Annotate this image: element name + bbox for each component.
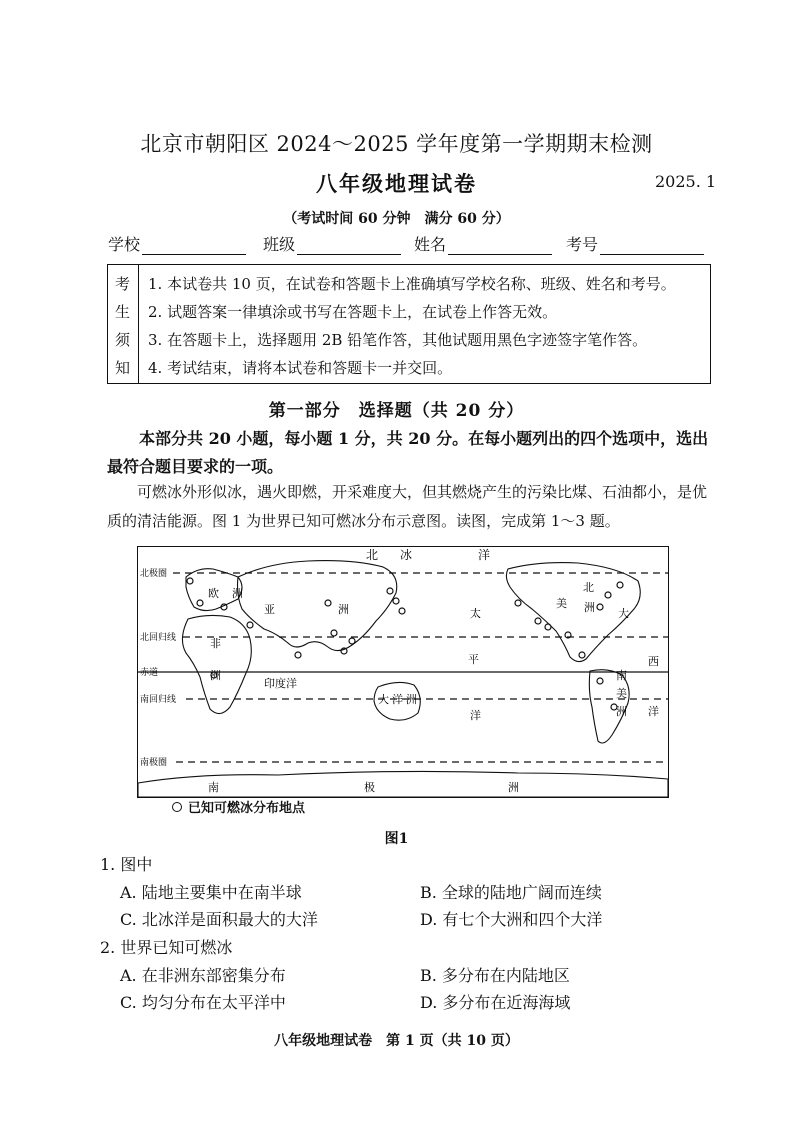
- question-1-stem: 1. 图中: [100, 855, 153, 874]
- lat-label: 北回归线: [140, 633, 177, 643]
- map-label: 北: [366, 548, 379, 562]
- exam-notice-box: [107, 264, 711, 384]
- map-label: 美: [556, 597, 567, 610]
- map-label: 欧: [208, 587, 219, 600]
- question-2-option-d[interactable]: D. 多分布在近海海域: [420, 993, 571, 1012]
- map-label: 洋: [648, 705, 659, 718]
- map-label: 西: [648, 655, 659, 668]
- exam-number-blank[interactable]: [600, 236, 704, 255]
- page-footer: 八年级地理试卷 第 1 页（共 10 页）: [274, 1033, 519, 1049]
- world-map-svg: [138, 547, 668, 797]
- question-1-option-a[interactable]: A. 陆地主要集中在南半球: [120, 883, 302, 902]
- class-blank[interactable]: [297, 236, 401, 255]
- hydrate-site-marker: [597, 678, 603, 684]
- map-label: 极: [364, 781, 375, 794]
- legend-text: 已知可燃冰分布地点: [188, 801, 306, 816]
- question-2-option-c[interactable]: C. 均匀分布在太平洋中: [120, 993, 286, 1012]
- map-label: 大: [378, 693, 389, 706]
- class-field[interactable]: [263, 232, 401, 255]
- map-label: 洲: [406, 693, 417, 706]
- world-map-figure: [137, 546, 669, 798]
- lat-label: 南极圈: [140, 758, 168, 768]
- section-title: 第一部分 选择题（共 20 分）: [268, 401, 525, 421]
- exam-time-info: （考试时间 60 分钟 满分 60 分）: [283, 211, 510, 227]
- lat-label: 北极圈: [140, 569, 168, 579]
- notice-side-column: [108, 265, 139, 383]
- school-label: 学校: [108, 235, 141, 254]
- hydrate-site-marker: [247, 622, 253, 628]
- hydrate-site-marker: [325, 600, 331, 606]
- notice-side-char: 知: [115, 359, 131, 377]
- hydrate-site-marker: [331, 630, 337, 636]
- map-label: 洲: [508, 781, 519, 794]
- map-label: 大: [618, 607, 629, 620]
- hydrate-site-marker: [545, 624, 551, 630]
- map-label: 洲: [584, 601, 595, 614]
- hydrate-site-marker: [535, 618, 541, 624]
- question-1-option-b[interactable]: B. 全球的陆地广阔而连续: [420, 883, 602, 902]
- notice-side-char: 考: [115, 275, 131, 293]
- notice-rule: 3. 在答题卡上，选择题用 2B 铅笔作答，其他试题用黑色字迹签字笔作答。: [148, 331, 648, 349]
- hydrate-site-marker: [605, 592, 611, 598]
- section-intro: 本部分共 20 小题，每小题 1 分，共 20 分。在每小题列出的四个选项中，选出最符合题目要求的一项。: [107, 429, 709, 476]
- name-label: 姓名: [414, 235, 447, 254]
- map-label: 洲: [232, 587, 243, 600]
- exam-date: 2025. 1: [655, 172, 717, 191]
- map-label: 非: [210, 637, 221, 650]
- hydrate-site-marker: [197, 600, 203, 606]
- map-label: 北: [583, 581, 594, 594]
- map-label: 印度洋: [264, 677, 297, 690]
- notice-rule: 2. 试题答案一律填涂或书写在答题卡上，在试卷上作答无效。: [148, 303, 558, 321]
- notice-rule: 4. 考试结束，请将本试卷和答题卡一并交回。: [148, 359, 453, 377]
- hydrate-site-marker: [187, 578, 193, 584]
- map-label: 洋: [470, 709, 481, 722]
- notice-rule: 1. 本试卷共 10 页，在试卷和答题卡上准确填写学校名称、班级、姓名和考号。: [148, 275, 676, 293]
- question-2-option-a[interactable]: A. 在非洲东部密集分布: [120, 966, 286, 985]
- notice-side-char: 须: [115, 331, 131, 349]
- map-label: 冰: [400, 548, 413, 562]
- map-label: 洲: [616, 705, 627, 718]
- question-1-option-d[interactable]: D. 有七个大洲和四个大洋: [420, 910, 603, 929]
- lat-label: 赤道: [140, 668, 159, 678]
- lat-label: 南回归线: [140, 695, 177, 705]
- hydrate-site-marker: [295, 652, 301, 658]
- map-label: 平: [468, 653, 479, 666]
- question-1-option-c[interactable]: C. 北冰洋是面积最大的大洋: [120, 910, 318, 929]
- map-label: 洲: [210, 669, 221, 682]
- map-label: 亚: [264, 603, 275, 616]
- hydrate-site-marker: [617, 582, 623, 588]
- school-field[interactable]: [108, 232, 246, 255]
- class-label: 班级: [263, 235, 296, 254]
- hydrate-site-marker: [597, 604, 603, 610]
- hydrate-site-marker: [349, 638, 355, 644]
- map-label: 洋: [478, 548, 491, 562]
- hydrate-site-marker: [579, 652, 585, 658]
- map-label: 美: [616, 687, 627, 700]
- notice-side-char: 生: [115, 303, 131, 321]
- exam-subtitle: 八年级地理试卷: [316, 171, 477, 196]
- map-label: 南: [616, 669, 627, 682]
- exam-number-label: 考号: [566, 235, 599, 254]
- name-blank[interactable]: [448, 236, 552, 255]
- map-label: 洲: [338, 603, 349, 616]
- figure-label: 图1: [384, 831, 409, 847]
- school-blank[interactable]: [142, 236, 246, 255]
- student-info-line: [108, 232, 708, 256]
- question-2-stem: 2. 世界已知可燃冰: [100, 938, 233, 957]
- exam-number-field[interactable]: [566, 232, 704, 255]
- map-label: 太: [470, 607, 481, 620]
- map-legend: [172, 797, 305, 816]
- map-label: 洋: [392, 693, 403, 706]
- hydrate-site-marker: [399, 608, 405, 614]
- name-field[interactable]: [414, 232, 552, 255]
- map-label: 南: [208, 781, 219, 794]
- hydrate-site-marker: [393, 598, 399, 604]
- hydrate-site-marker-icon: [172, 802, 182, 812]
- reading-passage: 可燃冰外形似冰，遇火即燃，开采难度大，但其燃烧产生的污染比煤、石油都小，是优质的清洁能源。图 1 为世界已知可燃冰分布示意图。读图，完成第 1～3 题。: [107, 483, 708, 530]
- exam-title: 北京市朝阳区 2024～2025 学年度第一学期期末检测: [140, 132, 653, 156]
- hydrate-site-marker: [387, 588, 393, 594]
- question-2-option-b[interactable]: B. 多分布在内陆地区: [420, 966, 570, 985]
- hydrate-site-marker: [515, 600, 521, 606]
